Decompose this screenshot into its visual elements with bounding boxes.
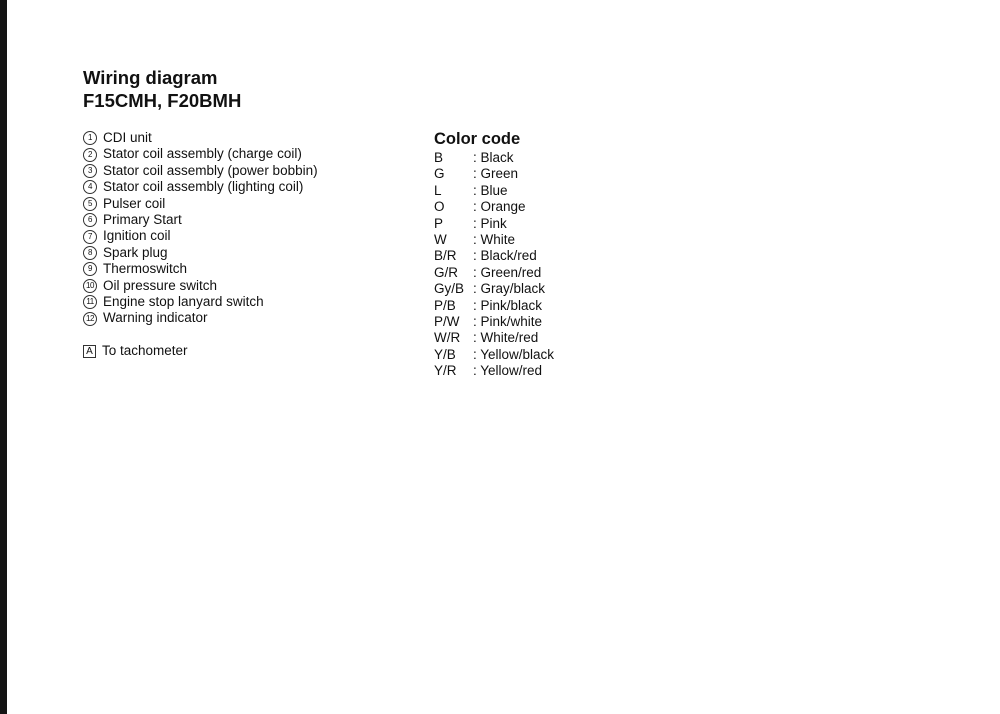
color-code-row: [434, 330, 554, 346]
legend-item: [83, 196, 318, 212]
legend-label: CDI unit: [103, 130, 152, 145]
color-code-row: [434, 199, 554, 215]
legend-number: 2: [83, 148, 97, 162]
legend-label: Ignition coil: [103, 228, 171, 244]
tachometer-note: [83, 343, 318, 359]
color-code: W: [434, 232, 447, 248]
legend-item: [83, 130, 318, 146]
legend-label: Warning indicator: [103, 310, 208, 326]
legend-number: 4: [83, 180, 97, 194]
legend-item: [83, 228, 318, 244]
color-code-row: [434, 298, 554, 314]
color-code-row: [434, 166, 554, 182]
legend-label: Primary Start: [103, 212, 182, 228]
legend-label: Stator coil assembly (power bobbin): [103, 162, 318, 178]
color-code-row: [434, 281, 554, 297]
legend-number: 9: [83, 262, 97, 276]
color-code-row: [434, 248, 554, 264]
color-code: P/B: [434, 297, 456, 313]
legend-number: 6: [83, 213, 97, 227]
legend-number: 1: [83, 131, 97, 145]
legend-item: [83, 245, 318, 261]
color-code: P/W: [434, 314, 460, 330]
color-code-row: [434, 314, 554, 330]
legend-label: Oil pressure switch: [103, 277, 218, 293]
legend-number: 12: [83, 312, 97, 326]
legend-number: 10: [83, 279, 97, 293]
legend-label: Spark plug: [103, 244, 168, 260]
color-name: : Gray/black: [473, 281, 546, 297]
legend-item: [83, 278, 318, 294]
color-name: : Pink: [473, 215, 507, 231]
parts-legend: [83, 130, 318, 359]
title-line-2: F15CMH, F20BMH: [83, 90, 242, 111]
color-code-table: [434, 129, 554, 380]
legend-item: [83, 146, 318, 162]
window-left-edge: [0, 0, 7, 714]
color-name: : Black/red: [473, 248, 537, 264]
color-name: : Pink/white: [473, 314, 543, 330]
tachometer-label: To tachometer: [102, 342, 188, 358]
color-code: P: [434, 215, 444, 231]
legend-label: Thermoswitch: [103, 261, 188, 277]
legend-label: Pulser coil: [103, 195, 166, 211]
color-name: : Orange: [473, 199, 526, 215]
color-code-row: [434, 232, 554, 248]
color-name: : Green/red: [473, 264, 542, 280]
legend-number: 5: [83, 197, 97, 211]
color-code-row: [434, 265, 554, 281]
color-name: : Green: [473, 166, 519, 182]
legend-item: [83, 261, 318, 277]
legend-label: Engine stop lanyard switch: [103, 294, 264, 310]
color-code-row: [434, 183, 554, 199]
color-code: Y/R: [434, 363, 457, 379]
color-name: : Yellow/red: [473, 363, 543, 379]
legend-label: Stator coil assembly (lighting coil): [103, 179, 304, 195]
color-code-row: [434, 347, 554, 363]
legend-item: [83, 294, 318, 310]
legend-item: [83, 179, 318, 195]
color-name: : Pink/black: [473, 297, 543, 313]
color-code: W/R: [434, 330, 461, 346]
legend-number: 7: [83, 230, 97, 244]
color-name: : White: [473, 232, 516, 248]
legend-item: [83, 310, 318, 326]
legend-label: Stator coil assembly (charge coil): [103, 146, 302, 162]
color-code: L: [434, 182, 442, 198]
color-code: Gy/B: [434, 281, 465, 297]
color-code-row: [434, 363, 554, 379]
color-code: B/R: [434, 248, 457, 264]
legend-number: 8: [83, 246, 97, 260]
color-name: : Yellow/black: [473, 346, 555, 362]
legend-number: 11: [83, 295, 97, 309]
color-name: : White/red: [473, 330, 539, 346]
tachometer-marker: A: [83, 345, 96, 358]
color-code: G/R: [434, 264, 459, 280]
color-code: Y/B: [434, 346, 456, 362]
title-line-1: Wiring diagram: [83, 67, 218, 88]
color-code: G: [434, 166, 445, 182]
color-name: : Blue: [473, 182, 508, 198]
color-code-row: [434, 216, 554, 232]
color-code: O: [434, 199, 445, 215]
color-code-heading: Color code: [434, 130, 521, 148]
legend-item: [83, 163, 318, 179]
legend-item: [83, 212, 318, 228]
page-title: [83, 66, 241, 112]
color-name: : Black: [473, 150, 514, 165]
color-code-row: [434, 150, 554, 166]
legend-number: 3: [83, 164, 97, 178]
color-code: B: [434, 150, 444, 165]
